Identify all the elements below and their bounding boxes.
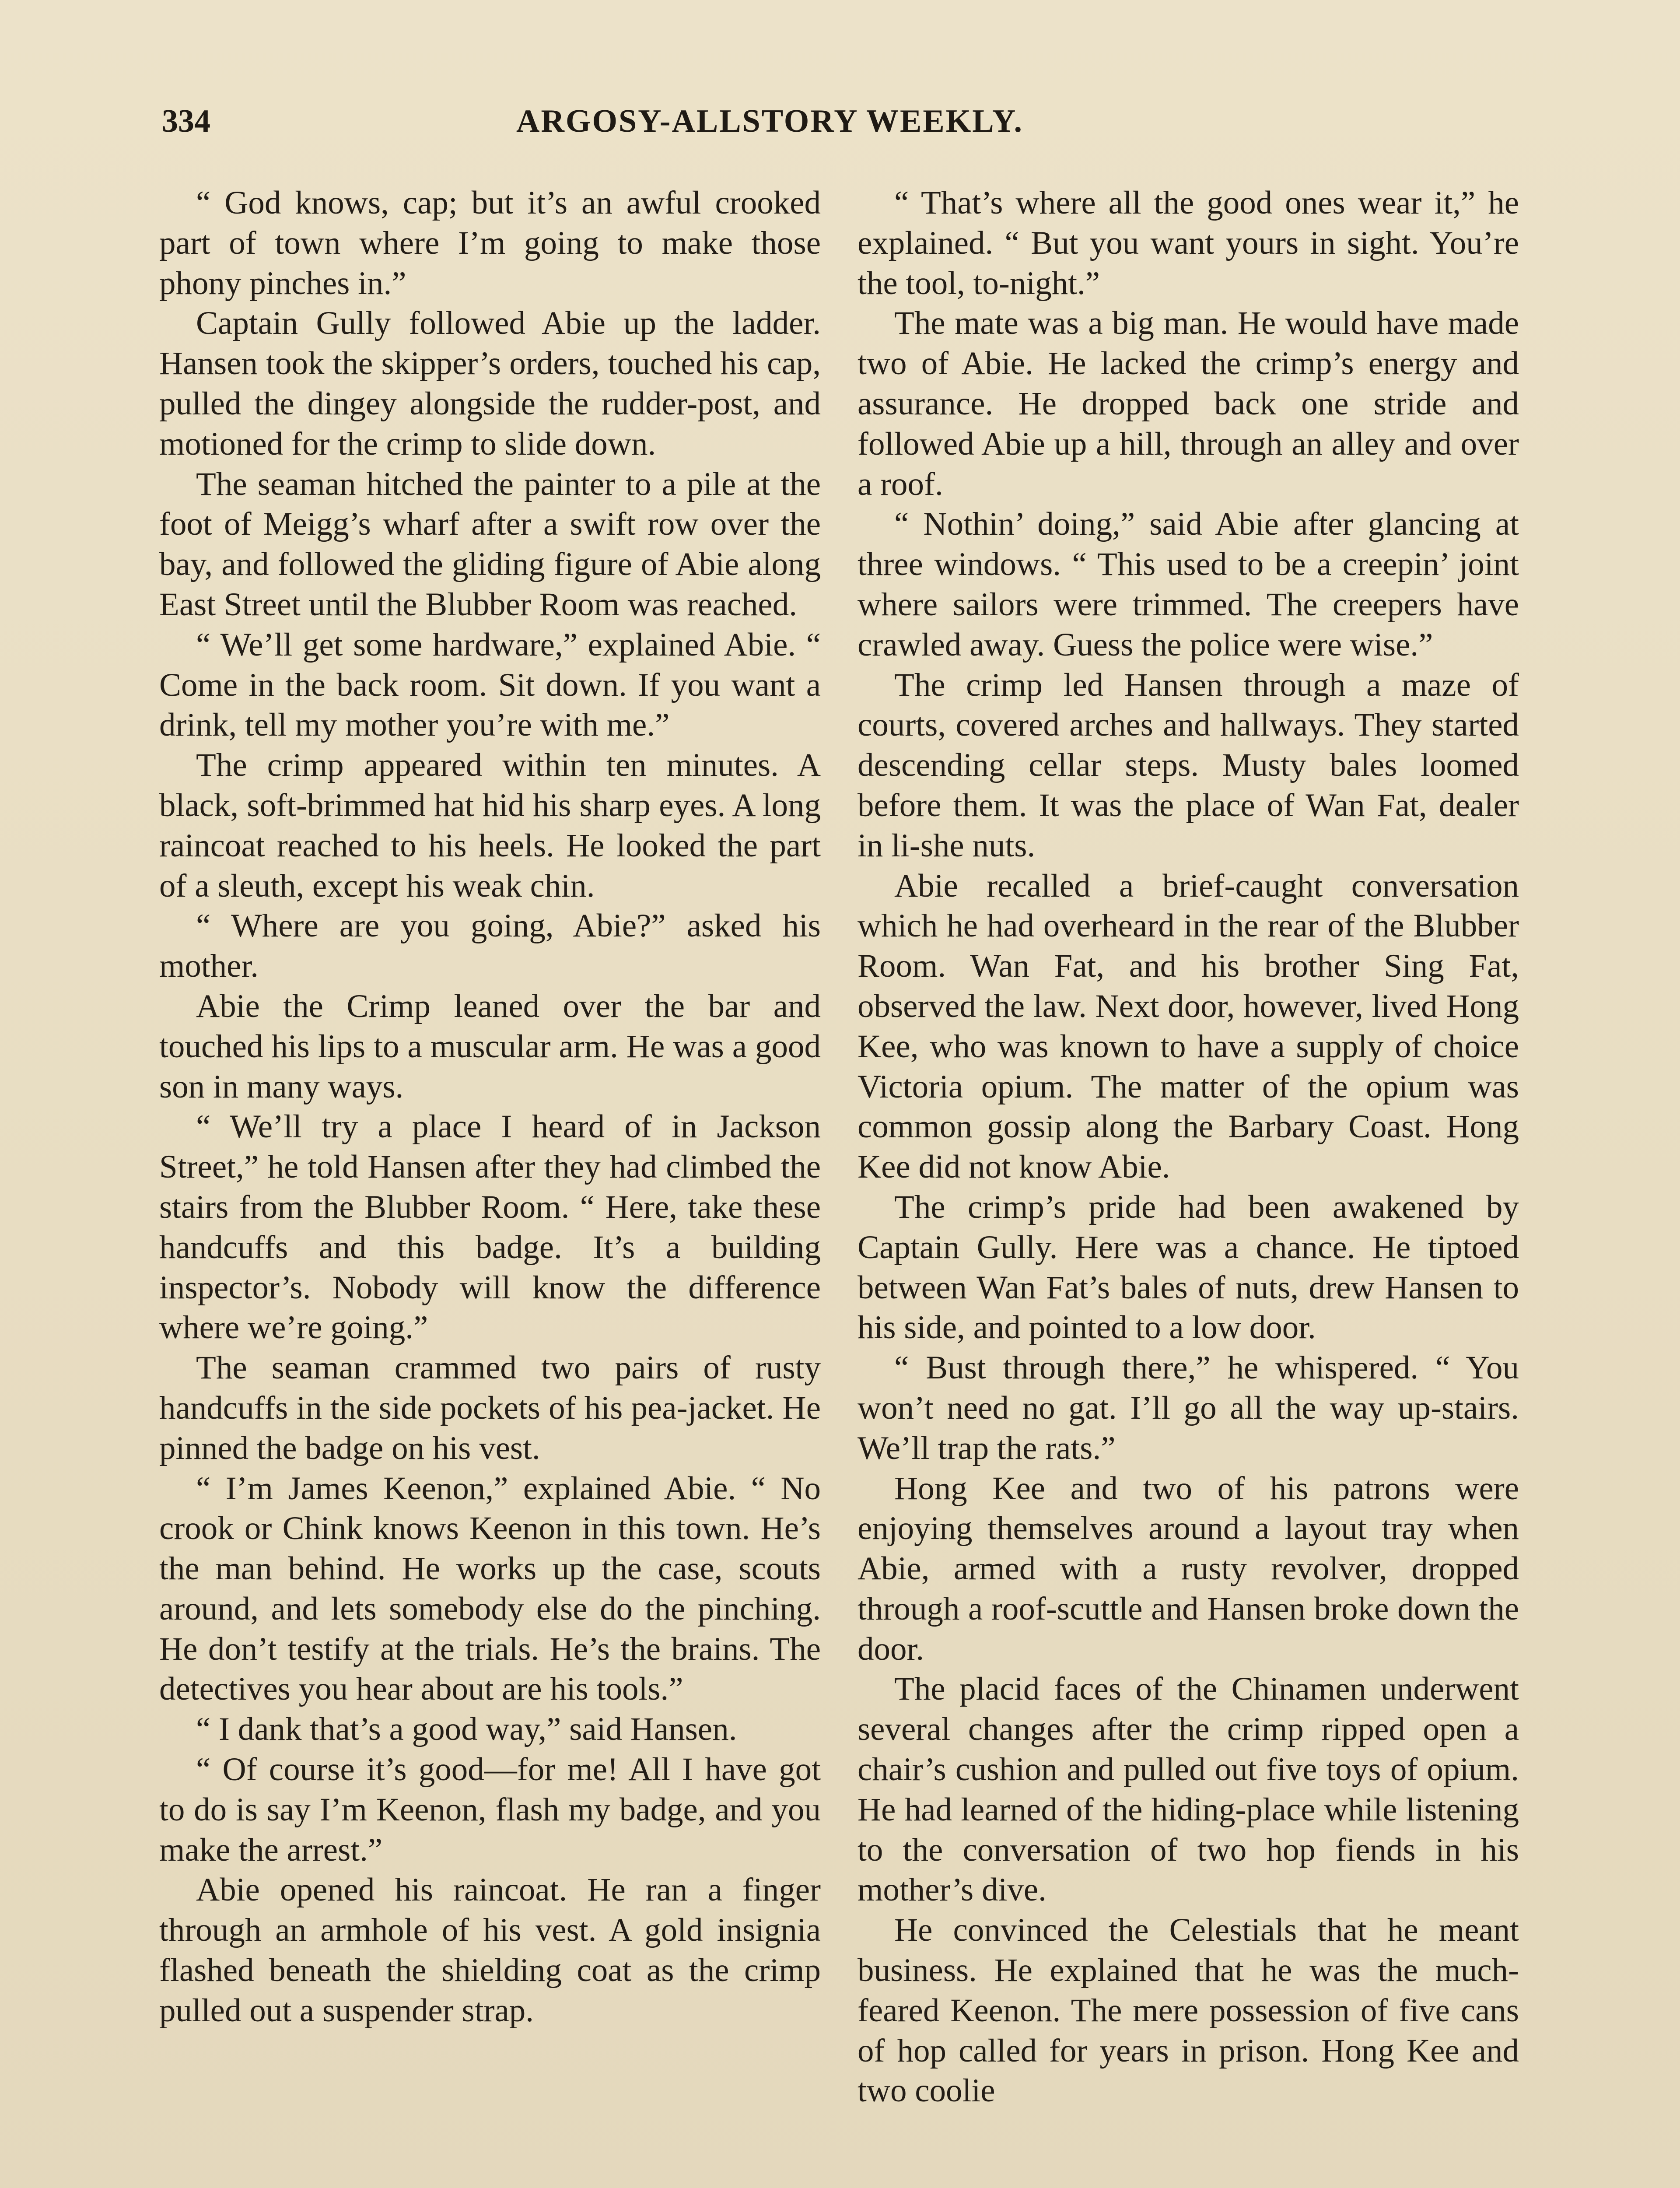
paragraph: He convinced the Celestials that he meant business. He explained that he was the much-feared Keenon. The mere possession of five cans of hop called for years in prison. Hong Kee and two coolie xyxy=(858,1912,1519,2109)
right-column xyxy=(858,183,1519,2111)
paragraph: “ Of course it’s good—for me! All I have got to do is say I’m Keenon, flash my badge, and you make the arrest.” xyxy=(159,1751,821,1868)
paragraph: Abie the Crimp leaned over the bar and touched his lips to a muscular arm. He was a good son in many ways. xyxy=(159,988,821,1105)
left-column xyxy=(159,183,821,2031)
paragraph: Abie opened his raincoat. He ran a finger through an armhole of his vest. A gold insignia flashed beneath the shielding coat as the crimp pulled out a suspender strap. xyxy=(159,1872,821,2029)
paragraph: Hong Kee and two of his patrons were enjoying themselves around a layout tray when Abie, armed with a rusty revolver, dropped through a roof-scuttle and Hansen broke down the door. xyxy=(858,1470,1519,1667)
paragraph: “ Nothin’ doing,” said Abie after glancing at three windows. “ This used to be a creepin’ joint where sailors were trimmed. The creepers have crawled away. Guess the police were wise.” xyxy=(858,506,1519,663)
paragraph: The crimp’s pride had been awakened by Captain Gully. Here was a chance. He tiptoed between Wan Fat’s bales of nuts, drew Hansen to his side, and pointed to a low door. xyxy=(858,1189,1519,1346)
paragraph: “ We’ll try a place I heard of in Jackson Street,” he told Hansen after they had climbed the stairs from the Blubber Room. “ Here, take these handcuffs and this badge. It’s a building inspector’s. Nobody will know the difference where we’re going.” xyxy=(159,1108,821,1346)
paragraph: The mate was a big man. He would have made two of Abie. He lacked the crimp’s energy and assurance. He dropped back one stride and followed Abie up a hill, through an alley and over a roof. xyxy=(858,305,1519,502)
paragraph: The crimp appeared within ten minutes. A black, soft-brimmed hat hid his sharp eyes. A long raincoat reached to his heels. He looked the part of a sleuth, except his weak chin. xyxy=(159,747,821,904)
running-head: ARGOSY-ALLSTORY WEEKLY. xyxy=(516,103,1024,139)
paragraph: “ I’m James Keenon,” explained Abie. “ No crook or Chink knows Keenon in this town. He’s the man behind. He works up the case, scouts around, and lets somebody else do the pinching. He don’t testify at the trials. He’s the brains. The detectives you hear about are his tools.” xyxy=(159,1470,821,1708)
paragraph: The seaman hitched the painter to a pile at the foot of Meigg’s wharf after a swift row over the bay, and followed the gliding figure of Abie along East Street until the Blubber Room was reached. xyxy=(159,466,821,623)
paragraph: Captain Gully followed Abie up the ladder. Hansen took the skipper’s orders, touched his cap, pulled the dingey alongside the rudder-post, and motioned for the crimp to slide down. xyxy=(159,305,821,462)
paragraph: The seaman crammed two pairs of rusty handcuffs in the side pockets of his pea-jacket. He pinned the badge on his vest. xyxy=(159,1350,821,1466)
paragraph: Abie recalled a brief-caught conversation which he had overheard in the rear of the Blubber Room. Wan Fat, and his brother Sing Fat, observed the law. Next door, however, lived Hong Kee, who was known to have a supply of choice Victoria opium. The matter of the opium was common gossip along the Barbary Coast. Hong Kee did not know Abie. xyxy=(858,867,1519,1185)
paragraph: The placid faces of the Chinamen underwent several changes after the crimp ripped open a chair’s cushion and pulled out five toys of opium. He had learned of the hiding-place while listening to the conversation of two hop fiends in his mother’s dive. xyxy=(858,1671,1519,1908)
page-number: 334 xyxy=(162,103,210,139)
paragraph: The crimp led Hansen through a maze of courts, covered arches and hallways. They started descending cellar steps. Musty bales loomed before them. It was the place of Wan Fat, dealer in li-she nuts. xyxy=(858,666,1519,864)
paragraph: “ Where are you going, Abie?” asked his mother. xyxy=(159,908,821,985)
paragraph: “ We’ll get some hardware,” explained Abie. “ Come in the back room. Sit down. If you want a drink, tell my mother you’re with me.” xyxy=(159,626,821,743)
paragraph: “ Bust through there,” he whispered. “ You won’t need no gat. I’ll go all the way up-stairs. We’ll trap the rats.” xyxy=(858,1350,1519,1466)
paragraph: “ God knows, cap; but it’s an awful crooked part of town where I’m going to make those phony pinches in.” xyxy=(159,185,821,302)
paragraph: “ That’s where all the good ones wear it,” he explained. “ But you want yours in sight. You’re the tool, to-night.” xyxy=(858,185,1519,302)
paragraph: “ I dank that’s a good way,” said Hansen. xyxy=(196,1711,737,1748)
